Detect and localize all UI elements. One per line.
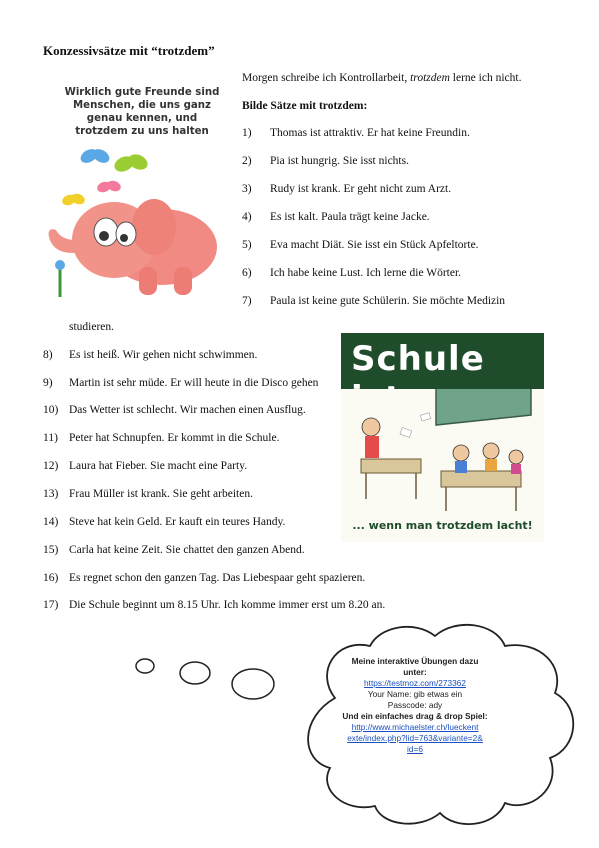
- cloud-bubble-large: [232, 669, 274, 699]
- link-part-1[interactable]: http://www.michaelster.ch/lueckent: [351, 722, 479, 732]
- testmoz-link[interactable]: https://testmoz.com/273362: [364, 678, 466, 688]
- cloud-line3: Your Name: gib etwas ein: [367, 689, 463, 699]
- schule-ist-illustration: [341, 333, 544, 542]
- item-text: Rudy ist krank. Er geht nicht zum Arzt.: [270, 183, 452, 195]
- list-item: [43, 515, 285, 529]
- intro-suffix: lerne ich nicht.: [449, 72, 522, 84]
- list-item: [43, 571, 365, 585]
- cloud-line1: Meine interaktive Übungen dazu: [351, 656, 479, 666]
- item-text: Eva macht Diät. Sie isst ein Stück Apfeltorte.: [270, 239, 479, 251]
- item-number: 6): [242, 267, 252, 279]
- item-number: 13): [43, 488, 59, 500]
- item-text: Es ist kalt. Paula trägt keine Jacke.: [270, 211, 430, 223]
- item-number: 12): [43, 460, 59, 472]
- cloud-line4: Passcode: ady: [387, 700, 443, 710]
- item-text: Martin ist sehr müde. Er will heute in die Disco gehen: [69, 377, 319, 389]
- classroom-drawing: [341, 389, 544, 519]
- item-number: 11): [43, 432, 58, 444]
- item-text: Peter hat Schnupfen. Er kommt in die Schule.: [69, 432, 280, 444]
- schule-title: Schule: [351, 339, 485, 379]
- item-text: Ich habe keine Lust. Ich lerne die Wörter.: [270, 267, 462, 279]
- item-text: Die Schule beginnt um 8.15 Uhr. Ich komme immer erst um 8.20 an.: [69, 599, 386, 611]
- item-number: 7): [242, 295, 252, 307]
- item-number: 16): [43, 572, 59, 584]
- intro-italic: trotzdem: [410, 72, 450, 84]
- butterfly-icon: [78, 146, 112, 165]
- intro-prefix: Morgen schreibe ich Kontrollarbeit,: [242, 72, 411, 84]
- list-item: [242, 238, 479, 252]
- item-text: Es regnet schon den ganzen Tag. Das Liebespaar geht spazieren.: [69, 572, 366, 584]
- item-number: 15): [43, 544, 59, 556]
- butterfly-icon: [112, 151, 150, 174]
- item-number: 17): [43, 599, 59, 611]
- list-item: [43, 403, 306, 417]
- list-item: [242, 294, 505, 308]
- michaelster-link[interactable]: [330, 722, 500, 755]
- item-number: 4): [242, 211, 252, 223]
- elephant-illustration: [44, 142, 224, 307]
- intro-sentence: [242, 71, 521, 85]
- list-item: [242, 154, 409, 168]
- item-text: Frau Müller ist krank. Sie geht arbeiten.: [69, 488, 253, 500]
- schule-header: [341, 333, 544, 389]
- list-item: [43, 431, 279, 445]
- list-item-continuation: studieren.: [69, 321, 115, 333]
- link-part-2[interactable]: exte/index.php?lid=763&variante=2&: [347, 733, 483, 743]
- item-number: 9): [43, 377, 53, 389]
- item-number: 3): [242, 183, 252, 195]
- butterfly-icon: [96, 179, 123, 194]
- item-text: Das Wetter ist schlecht. Wir machen einen Ausflug.: [69, 404, 306, 416]
- schule-subtitle: ... wenn man trotzdem lacht!: [352, 519, 533, 532]
- item-text: Steve hat kein Geld. Er kauft ein teures Handy.: [69, 516, 286, 528]
- list-item: [43, 543, 305, 557]
- cloud-bubble-medium: [180, 662, 210, 684]
- item-text: Es ist heiß. Wir gehen nicht schwimmen.: [69, 349, 258, 361]
- cloud-line2: unter:: [403, 667, 427, 677]
- list-item: [43, 487, 253, 501]
- list-item: [43, 348, 257, 362]
- list-item: [242, 126, 470, 140]
- list-item: [43, 376, 318, 390]
- item-number: 8): [43, 349, 53, 361]
- item-number: 14): [43, 516, 59, 528]
- list-item: [242, 266, 461, 280]
- item-text: Laura hat Fieber. Sie macht eine Party.: [69, 460, 248, 472]
- link-part-3[interactable]: id=6: [407, 744, 423, 754]
- list-item: [242, 182, 451, 196]
- list-item: [242, 210, 430, 224]
- worksheet-title: Konzessivsätze mit “trotzdem”: [43, 43, 215, 58]
- friendship-quote: Wirklich gute Freunde sind Menschen, die uns ganz genau kennen, und trotzdem zu uns halten: [64, 87, 220, 137]
- item-number: 5): [242, 239, 252, 251]
- list-item: [43, 598, 385, 612]
- item-text: Pia ist hungrig. Sie isst nichts.: [270, 155, 409, 167]
- instruction: Bilde Sätze mit trotzdem:: [242, 100, 368, 112]
- list-item: [43, 459, 247, 473]
- cloud-bubble-small: [136, 659, 154, 673]
- item-number: 1): [242, 127, 252, 139]
- butterfly-icon: [61, 192, 87, 207]
- item-number: 2): [242, 155, 252, 167]
- cloud-line5: Und ein einfaches drag & drop Spiel:: [342, 711, 488, 721]
- item-text: Paula ist keine gute Schülerin. Sie möchte Medizin: [270, 295, 506, 307]
- item-text: Thomas ist attraktiv. Er hat keine Freundin.: [270, 127, 470, 139]
- item-text: Carla hat keine Zeit. Sie chattet den ganzen Abend.: [69, 544, 305, 556]
- item-number: 10): [43, 404, 59, 416]
- cloud-content: [330, 656, 500, 755]
